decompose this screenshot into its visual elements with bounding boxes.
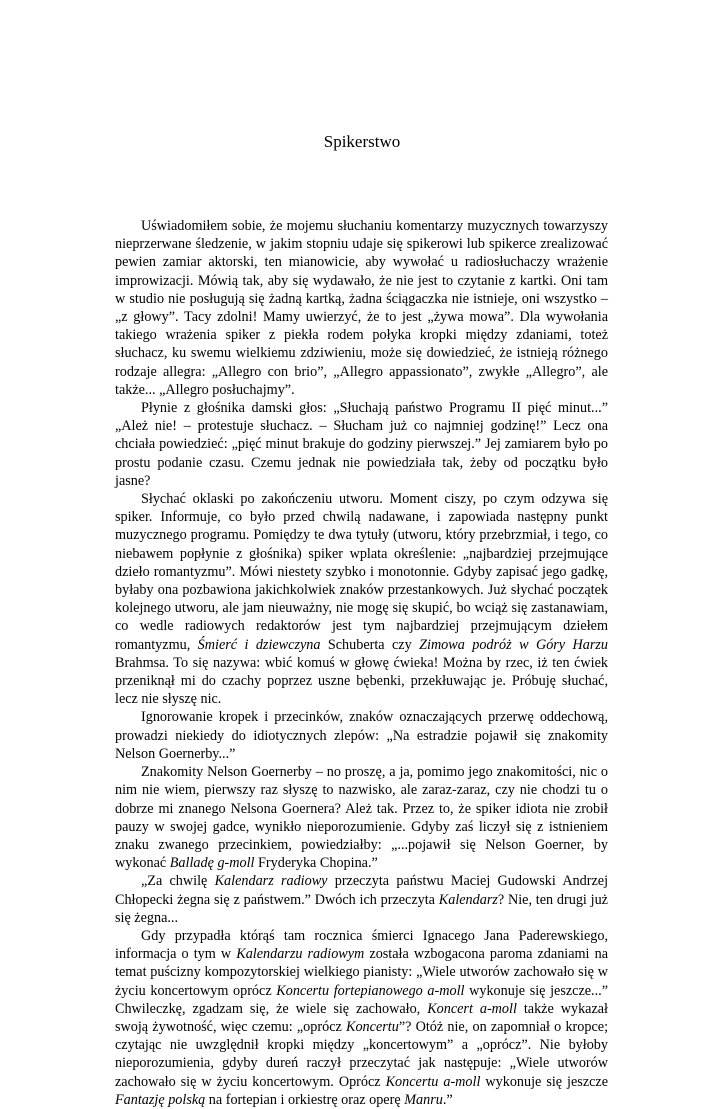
paragraph — [115, 399, 608, 490]
italic-title-text: Manru — [404, 1091, 443, 1108]
paragraph — [115, 217, 608, 399]
paragraph — [115, 763, 608, 872]
italic-title-text: Kalendarz — [438, 891, 498, 908]
paragraph — [115, 490, 608, 708]
paragraph-text: została wzbogacona paroma zdaniami na temat puścizny kompozytorskiej wielkiego pianisty: „Wiele utworów zachowało się w życiu koncertowym oprócz — [115, 946, 608, 999]
paragraph — [115, 927, 608, 1109]
paragraph-text: „Za chwilę — [141, 873, 215, 890]
paragraph-text: wykonuje się jeszcze — [480, 1073, 609, 1090]
page-title: Spikerstwo — [323, 132, 401, 151]
paragraph-text: Brahmsa. To się nazywa: wbić komuś w głowę ćwieka! Można by rzec, iż ten ćwiek przeniknął mi do czachy poprzez uszne bębenki, przekłuwając je. Próbuję słuchać, lecz nie słyszę nic. — [115, 654, 608, 708]
paragraph-text: Płynie z głośnika damski głos: „Słuchają państwo Programu II pięć minut...” „Ależ nie! – protestuje słuchacz. – Słucham już co najmniej godzinę!” Lecz ona chciała powiedzieć: „pięć minut brakuje do godziny pierwszej.” Jej zamiarem było po prostu podanie czasu. Czemu jednak nie powiedziała tak, żeby od początku było jasne? — [115, 400, 608, 489]
italic-title-text: Koncertu a-moll — [385, 1073, 481, 1090]
italic-title-text: Balladę g-moll — [169, 855, 255, 872]
paragraph — [115, 872, 608, 927]
paragraph-text: Znakomity Nelson Goernerby – no proszę, a ja, pomimo jego znakomitości, nic o nim nie wiem, pierwszy raz słyszę to nazwisko, ale zaraz-zaraz, czy nie chodzi tu o dobrze mi znanego Nelsona Goernera? Ależ tak. Przez to, że spiker idiota nie zrobił pauzy w swojej gadce, wynikło nieporozumienie. Gdyby zaś liczył się z istnieniem znaku zwanego przecinkiem, powiedziałby: „...pojawił się Nelson Goerner, by wykonać — [115, 764, 608, 872]
paragraph-text: Ignorowanie kropek i przecinków, znaków oznaczających przerwę oddechową, prowadzi niekiedy do idiotycznych zlepów: „Na estradzie pojawił się znakomity Nelson Goernerby...” — [115, 709, 608, 762]
paragraph-text: ? Nie, ten drugi już się żegna... — [115, 891, 608, 926]
paragraph-text: Słychać oklaski po zakończeniu utworu. Moment ciszy, po czym odzywa się spiker. Informuje, co było przed chwilą nadawane, i zapowiada następny punkt muzycznego programu. Pomiędzy te dwa tytuły (utworu, który przebrzmiał, i tego, co niebawem popłynie z głośnika) spiker wplata określenie: „najbardziej przejmujące dzieło romantyzmu”. Mówi niestety szybko i monotonnie. Gdyby zapisać jego gadkę, byłaby ona pozbawiona jakichkolwiek znaków przestankowych. Już słychać początek kolejnego utworu, ale jam nieuważny, nie mogę się skupić, bo wciąż się zastanawiam, co wedle radiowych redaktorów jest tym najbardziej przejmującym dziełem romantyzmu, — [115, 491, 608, 653]
italic-title-text: Śmierć i dziewczyna — [197, 636, 321, 653]
paragraph-text: Gdy przypadła którąś tam rocznica śmierci Ignacego Jana Paderewskiego, informacja o tym w — [115, 927, 608, 963]
paragraph-text: ”? Otóż nie, on zapomniał o kropce; czytając nie uwzględnił kropki między „koncertowym” a „oprócz”. Nie byłoby nieporozumienia, gdyby dureń raczył przeczytać jak następuje: „Wiele utworów zachowało się w życiu koncertowym. Oprócz — [115, 1018, 609, 1090]
paragraph-text: Uświadomiłem sobie, że mojemu słuchaniu komentarzy muzycznych towarzyszy nieprzerwane śledzenie, w jakim stopniu udaje się spikerowi lub spikerce zrealizować pewien zamiar aktorski, ten mianowicie, aby wywołać u radiosłuchaczy wrażenie improwizacji. Mówią tak, aby się wydawało, że nie jest to czytanie z kartki. Oni tam w studio nie posługują się żadną kartką, żadna ściągaczka nie istnieje, oni wszystko – „z głowy”. Tacy zdolni! Mamy uwierzyć, że to jest „żywa mowa”. Dla wywołania takiego wrażenia spiker z piekła rodem połyka kropki między zdaniami, toteż słuchacz, ku swemu wielkiemu zdziwieniu, może się dowiedzieć, że istnieją różnego rodzaje allegra: „Allegro con brio”, „Allegro appassionato”, zwykłe „Allegro”, ale także... „Allegro posłuchajmy”. — [115, 218, 608, 398]
paragraph-text: Schuberta czy — [320, 636, 420, 653]
paragraph — [115, 708, 608, 763]
italic-title-text: Kalendarz radiowy — [214, 873, 328, 890]
paragraph-text: na fortepian i orkiestrę oraz operę — [205, 1091, 405, 1108]
italic-title-text: Koncertu fortepianowego a-moll — [276, 982, 465, 999]
paragraph-text: przeczyta państwu Maciej Gudowski Andrzej Chłopecki żegna się z państwem.” Dwóch ich przeczyta — [115, 873, 609, 908]
italic-title-text: Koncertu — [346, 1018, 399, 1035]
paragraph-text: .” — [442, 1091, 453, 1108]
italic-title-text: Zimowa podróż w Góry Harzu — [419, 636, 608, 653]
paragraph-text: wykonuje się jeszcze...” Chwileczkę, zgadzam się, że wiele się zachowało, — [115, 982, 608, 1017]
paragraph-text: także wykazał swoją żywotność, więc czemu: „oprócz — [115, 1000, 608, 1035]
paragraph-text: Fryderyka Chopina.” — [254, 855, 378, 872]
article-body — [115, 217, 608, 1109]
italic-title-text: Kalendarzu radiowym — [236, 946, 365, 963]
italic-title-text: Koncert a-moll — [427, 1000, 517, 1017]
italic-title-text: Fantazję polską — [115, 1091, 206, 1108]
